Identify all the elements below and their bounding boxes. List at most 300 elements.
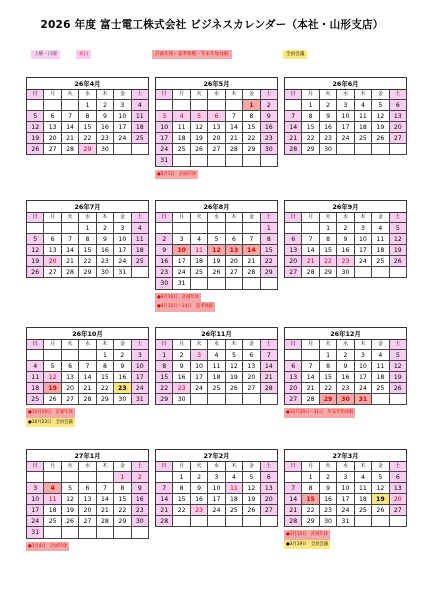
day-cell: 28: [285, 516, 302, 527]
note-item: ●10月23日 全員会議: [26, 418, 149, 428]
day-cell: 1: [243, 100, 260, 111]
day-cell: 26: [390, 383, 407, 394]
day-cell: 3: [156, 111, 173, 122]
day-cell: 19: [372, 494, 389, 505]
day-cell: 21: [302, 256, 319, 267]
note-item: ●3月19日 全員会議: [284, 540, 407, 550]
day-cell: 29: [320, 394, 337, 405]
day-cell: 25: [191, 267, 208, 278]
day-cell: 12: [390, 234, 407, 245]
day-cell: 22: [320, 383, 337, 394]
day-cell: 26: [62, 516, 79, 527]
day-cell: 10: [156, 122, 173, 133]
day-cell: 4: [132, 223, 149, 234]
weekday-header: 月: [44, 340, 61, 350]
month-title: 26年9月: [284, 200, 407, 212]
day-cell: 6: [285, 361, 302, 372]
day-cell: 27: [390, 505, 407, 516]
day-cell: 27: [285, 394, 302, 405]
day-cell: 23: [320, 505, 337, 516]
day-cell: 21: [62, 133, 79, 144]
day-cell: 25: [355, 133, 372, 144]
day-cell: 22: [114, 505, 131, 516]
day-cell: 19: [226, 372, 243, 383]
empty-cell: [372, 144, 389, 155]
weekday-header: 日: [27, 213, 44, 223]
day-cell: 15: [114, 494, 131, 505]
day-cell: 1: [79, 223, 96, 234]
empty-cell: [132, 267, 149, 278]
day-cell: 31: [156, 155, 173, 166]
day-cell: 7: [243, 234, 260, 245]
day-cell: 26: [27, 144, 44, 155]
empty-cell: [173, 516, 190, 527]
empty-cell: [114, 527, 131, 538]
day-cell: 17: [27, 505, 44, 516]
day-cell: 10: [132, 361, 149, 372]
empty-cell: [191, 223, 208, 234]
day-cell: 30: [156, 278, 173, 289]
day-cell: 21: [62, 256, 79, 267]
empty-cell: [191, 278, 208, 289]
day-cell: 23: [97, 256, 114, 267]
day-cell: 29: [156, 394, 173, 405]
day-cell: 10: [191, 361, 208, 372]
empty-cell: [156, 100, 173, 111]
day-cell: 28: [97, 516, 114, 527]
day-cell: 14: [243, 245, 260, 256]
day-cell: 8: [320, 361, 337, 372]
empty-cell: [156, 472, 173, 483]
day-cell: 1: [97, 350, 114, 361]
empty-cell: [243, 394, 260, 405]
empty-cell: [390, 394, 407, 405]
day-cell: 5: [243, 472, 260, 483]
day-cell: 27: [79, 516, 96, 527]
month-notes: [26, 408, 149, 427]
weekday-header: 木: [97, 90, 114, 100]
day-cell: 2: [173, 350, 190, 361]
day-cell: 1: [320, 223, 337, 234]
day-cell: 2: [320, 100, 337, 111]
day-cell: 4: [372, 223, 389, 234]
day-cell: 3: [27, 483, 44, 494]
note-item: ●8月10日 計画年休: [155, 293, 278, 303]
day-cell: 9: [191, 483, 208, 494]
day-cell: 29: [302, 144, 319, 155]
weekday-header: 金: [114, 90, 131, 100]
legend-item: 計画年休・夏季休暇・年末年始休暇: [152, 50, 232, 59]
day-cell: 30: [114, 394, 131, 405]
day-cell: 23: [156, 267, 173, 278]
day-cell: 20: [62, 383, 79, 394]
day-cell: 7: [261, 350, 278, 361]
day-cell: 13: [208, 122, 225, 133]
day-cell: 18: [208, 372, 225, 383]
day-cell: 29: [97, 394, 114, 405]
day-cell: 24: [208, 505, 225, 516]
day-cell: 20: [44, 133, 61, 144]
day-cell: 19: [243, 494, 260, 505]
day-cell: 30: [337, 394, 354, 405]
empty-cell: [390, 516, 407, 527]
day-cell: 15: [79, 122, 96, 133]
weekday-header: 火: [320, 90, 337, 100]
day-cell: 29: [114, 516, 131, 527]
weekday-header: 水: [337, 462, 354, 472]
day-cell: 25: [132, 256, 149, 267]
weekday-header: 日: [285, 340, 302, 350]
day-cell: 28: [79, 394, 96, 405]
day-cell: 15: [302, 494, 319, 505]
weekday-header: 日: [27, 90, 44, 100]
empty-cell: [355, 516, 372, 527]
empty-cell: [173, 155, 190, 166]
day-cell: 17: [114, 245, 131, 256]
day-cell: 12: [372, 111, 389, 122]
day-cell: 2: [114, 350, 131, 361]
note-item: ●10月19日 計画年休: [26, 408, 149, 418]
weekday-header: 月: [173, 213, 190, 223]
day-cell: 20: [285, 383, 302, 394]
empty-cell: [97, 472, 114, 483]
legend-item: 祝日: [76, 50, 91, 59]
day-cell: 5: [191, 111, 208, 122]
day-cell: 30: [132, 516, 149, 527]
month-6: [284, 200, 407, 278]
weekday-header: 水: [79, 462, 96, 472]
empty-cell: [173, 100, 190, 111]
weekday-header: 水: [208, 213, 225, 223]
month-title: 26年8月: [155, 200, 278, 212]
day-cell: 23: [337, 383, 354, 394]
day-cell: 9: [97, 111, 114, 122]
day-cell: 4: [191, 234, 208, 245]
day-cell: 30: [320, 144, 337, 155]
day-cell: 23: [97, 133, 114, 144]
day-cell: 24: [337, 505, 354, 516]
day-cell: 5: [372, 472, 389, 483]
day-cell: 11: [44, 494, 61, 505]
empty-cell: [226, 155, 243, 166]
day-cell: 24: [132, 383, 149, 394]
weekday-header: 土: [132, 90, 149, 100]
empty-cell: [285, 100, 302, 111]
month-title: 26年5月: [155, 77, 278, 89]
day-cell: 11: [372, 234, 389, 245]
day-cell: 29: [302, 516, 319, 527]
day-cell: 3: [337, 472, 354, 483]
day-cell: 31: [27, 527, 44, 538]
day-cell: 7: [226, 111, 243, 122]
day-cell: 11: [191, 245, 208, 256]
weekday-header: 日: [156, 90, 173, 100]
empty-cell: [372, 516, 389, 527]
weekday-header: 土: [132, 213, 149, 223]
empty-cell: [27, 223, 44, 234]
day-cell: 28: [62, 144, 79, 155]
day-cell: 6: [261, 472, 278, 483]
weekday-header: 金: [243, 213, 260, 223]
day-cell: 2: [156, 234, 173, 245]
day-cell: 5: [44, 361, 61, 372]
day-cell: 21: [285, 133, 302, 144]
day-cell: 22: [156, 383, 173, 394]
empty-cell: [44, 527, 61, 538]
day-cell: 14: [261, 361, 278, 372]
day-cell: 2: [132, 472, 149, 483]
day-cell: 30: [337, 267, 354, 278]
day-cell: 25: [226, 505, 243, 516]
day-cell: 13: [390, 111, 407, 122]
day-cell: 25: [372, 256, 389, 267]
day-cell: 8: [173, 483, 190, 494]
day-cell: 22: [261, 256, 278, 267]
month-notes: [155, 293, 278, 312]
day-cell: 23: [114, 383, 131, 394]
weekday-header: 木: [226, 462, 243, 472]
day-cell: 2: [261, 100, 278, 111]
day-cell: 20: [243, 372, 260, 383]
day-cell: 27: [390, 133, 407, 144]
day-cell: 31: [132, 394, 149, 405]
day-cell: 2: [97, 100, 114, 111]
day-cell: 14: [62, 122, 79, 133]
weekday-header: 金: [114, 340, 131, 350]
weekday-header: 木: [226, 213, 243, 223]
day-cell: 20: [226, 256, 243, 267]
month-notes: [284, 408, 407, 418]
day-cell: 22: [302, 133, 319, 144]
weekday-header: 日: [156, 340, 173, 350]
month-title: 26年12月: [284, 327, 407, 339]
weekday-header: 木: [355, 90, 372, 100]
note-item: ●12月29日～31日 年末年始休暇: [284, 408, 407, 418]
day-cell: 15: [97, 372, 114, 383]
day-cell: 9: [132, 483, 149, 494]
day-cell: 21: [226, 133, 243, 144]
day-cell: 22: [97, 383, 114, 394]
weekday-header: 月: [173, 462, 190, 472]
day-cell: 27: [62, 394, 79, 405]
day-cell: 16: [132, 494, 149, 505]
day-cell: 13: [243, 361, 260, 372]
day-cell: 26: [191, 144, 208, 155]
month-days: [155, 339, 278, 405]
weekday-header: 水: [337, 340, 354, 350]
day-cell: 27: [44, 267, 61, 278]
day-cell: 9: [156, 245, 173, 256]
day-cell: 14: [79, 372, 96, 383]
weekday-header: 木: [97, 340, 114, 350]
day-cell: 31: [173, 278, 190, 289]
day-cell: 8: [79, 234, 96, 245]
day-cell: 18: [27, 383, 44, 394]
day-cell: 4: [27, 361, 44, 372]
day-cell: 26: [372, 133, 389, 144]
day-cell: 19: [208, 256, 225, 267]
day-cell: 12: [208, 245, 225, 256]
empty-cell: [62, 350, 79, 361]
weekday-header: 日: [27, 462, 44, 472]
day-cell: 28: [302, 394, 319, 405]
month-11: [155, 449, 278, 527]
day-cell: 10: [173, 245, 190, 256]
day-cell: 24: [114, 256, 131, 267]
month-title: 26年4月: [26, 77, 149, 89]
weekday-header: 金: [114, 462, 131, 472]
day-cell: 12: [27, 245, 44, 256]
day-cell: 24: [173, 267, 190, 278]
day-cell: 24: [156, 144, 173, 155]
day-cell: 1: [114, 472, 131, 483]
day-cell: 29: [320, 267, 337, 278]
day-cell: 6: [44, 111, 61, 122]
day-cell: 23: [320, 133, 337, 144]
day-cell: 2: [337, 350, 354, 361]
empty-cell: [191, 516, 208, 527]
day-cell: 20: [44, 256, 61, 267]
day-cell: 12: [390, 361, 407, 372]
day-cell: 22: [79, 256, 96, 267]
day-cell: 23: [173, 383, 190, 394]
day-cell: 16: [261, 122, 278, 133]
day-cell: 12: [44, 372, 61, 383]
day-cell: 8: [302, 111, 319, 122]
empty-cell: [302, 223, 319, 234]
month-4: [26, 200, 149, 278]
day-cell: 24: [114, 133, 131, 144]
day-cell: 29: [261, 267, 278, 278]
month-days: [155, 212, 278, 290]
day-cell: 5: [390, 223, 407, 234]
day-cell: 27: [243, 383, 260, 394]
weekday-header: 日: [156, 213, 173, 223]
weekday-header: 金: [372, 213, 389, 223]
day-cell: 24: [355, 383, 372, 394]
day-cell: 9: [173, 361, 190, 372]
day-cell: 6: [390, 100, 407, 111]
day-cell: 7: [302, 234, 319, 245]
month-notes: [284, 530, 407, 549]
empty-cell: [372, 267, 389, 278]
weekday-header: 金: [372, 462, 389, 472]
weekday-header: 日: [285, 90, 302, 100]
day-cell: 16: [337, 372, 354, 383]
day-cell: 15: [302, 122, 319, 133]
day-cell: 23: [261, 133, 278, 144]
day-cell: 25: [372, 383, 389, 394]
day-cell: 14: [302, 372, 319, 383]
day-cell: 15: [156, 372, 173, 383]
empty-cell: [191, 100, 208, 111]
day-cell: 13: [79, 494, 96, 505]
empty-cell: [62, 472, 79, 483]
weekday-header: 火: [320, 462, 337, 472]
day-cell: 10: [355, 361, 372, 372]
month-notes: [26, 542, 149, 552]
day-cell: 13: [285, 372, 302, 383]
weekday-header: 土: [390, 90, 407, 100]
day-cell: 19: [27, 133, 44, 144]
day-cell: 15: [79, 245, 96, 256]
day-cell: 5: [372, 100, 389, 111]
empty-cell: [132, 144, 149, 155]
weekday-header: 木: [355, 213, 372, 223]
day-cell: 11: [132, 111, 149, 122]
weekday-header: 水: [337, 90, 354, 100]
weekday-header: 水: [79, 90, 96, 100]
note-item: ●8月12日～14日 夏季休暇: [155, 302, 278, 312]
day-cell: 11: [372, 361, 389, 372]
weekday-header: 火: [62, 340, 79, 350]
day-cell: 16: [156, 256, 173, 267]
day-cell: 29: [243, 144, 260, 155]
month-days: [155, 89, 278, 167]
day-cell: 12: [372, 483, 389, 494]
day-cell: 17: [355, 372, 372, 383]
weekday-header: 金: [243, 340, 260, 350]
day-cell: 27: [285, 267, 302, 278]
day-cell: 19: [390, 372, 407, 383]
empty-cell: [226, 394, 243, 405]
day-cell: 18: [191, 256, 208, 267]
empty-cell: [285, 472, 302, 483]
day-cell: 18: [226, 494, 243, 505]
empty-cell: [261, 155, 278, 166]
day-cell: 16: [97, 245, 114, 256]
month-1: [26, 77, 149, 155]
day-cell: 13: [285, 245, 302, 256]
empty-cell: [226, 223, 243, 234]
day-cell: 1: [302, 100, 319, 111]
month-title: 26年11月: [155, 327, 278, 339]
day-cell: 8: [156, 361, 173, 372]
weekday-header: 火: [62, 90, 79, 100]
empty-cell: [285, 350, 302, 361]
day-cell: 5: [208, 234, 225, 245]
day-cell: 29: [79, 267, 96, 278]
weekday-header: 土: [261, 462, 278, 472]
day-cell: 18: [372, 372, 389, 383]
weekday-header: 木: [97, 213, 114, 223]
day-cell: 4: [132, 100, 149, 111]
day-cell: 19: [44, 383, 61, 394]
day-cell: 4: [173, 111, 190, 122]
day-cell: 18: [132, 122, 149, 133]
day-cell: 19: [62, 505, 79, 516]
day-cell: 3: [132, 350, 149, 361]
day-cell: 14: [285, 122, 302, 133]
month-2: [155, 77, 278, 179]
day-cell: 18: [372, 245, 389, 256]
empty-cell: [79, 527, 96, 538]
empty-cell: [243, 155, 260, 166]
month-days: [155, 461, 278, 527]
day-cell: 25: [27, 394, 44, 405]
day-cell: 11: [208, 361, 225, 372]
weekday-header: 土: [132, 462, 149, 472]
day-cell: 14: [97, 494, 114, 505]
empty-cell: [337, 144, 354, 155]
month-title: 26年6月: [284, 77, 407, 89]
day-cell: 24: [27, 516, 44, 527]
day-cell: 11: [355, 111, 372, 122]
day-cell: 16: [320, 122, 337, 133]
day-cell: 1: [302, 472, 319, 483]
empty-cell: [355, 144, 372, 155]
day-cell: 26: [226, 383, 243, 394]
